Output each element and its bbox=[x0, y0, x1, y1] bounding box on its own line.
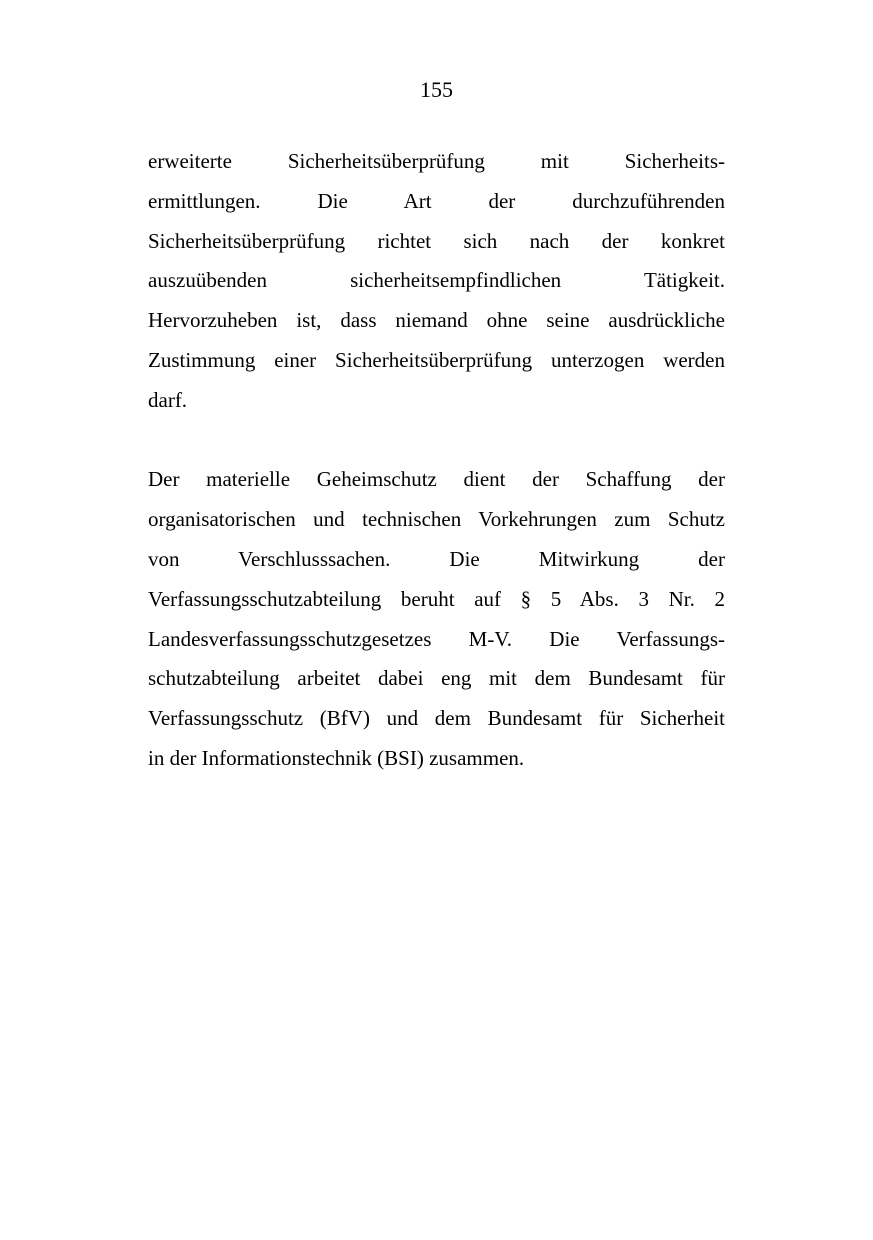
text-line: in der Informationstechnik (BSI) zusammen. bbox=[148, 745, 525, 770]
text-line: Verfassungsschutz (BfV) und dem Bundesamt für Sicherheit bbox=[148, 706, 725, 731]
text-line: Verfassungsschutzabteilung beruht auf § 5 Abs. 3 Nr. 2 bbox=[148, 586, 725, 611]
text-line: Hervorzuheben ist, dass niemand ohne seine ausdrückliche bbox=[148, 308, 725, 333]
text-line: erweiterte Sicherheitsüberprüfung mit Sicherheits- bbox=[148, 149, 725, 173]
text-line: Zustimmung einer Sicherheitsüberprüfung unterzogen werden bbox=[148, 347, 725, 372]
text-line: Landesverfassungsschutzgesetzes M-V. Die Verfassungs- bbox=[148, 626, 725, 651]
text-line: Der materielle Geheimschutz dient der Schaffung der bbox=[148, 467, 725, 492]
text-line: von Verschlusssachen. Die Mitwirkung der bbox=[148, 546, 725, 571]
page-number: 155 bbox=[420, 77, 453, 102]
text-line: organisatorischen und technischen Vorkehrungen zum Schutz bbox=[148, 507, 725, 532]
text-line: darf. bbox=[148, 387, 188, 412]
body-text bbox=[148, 142, 725, 779]
text-line: auszuübenden sicherheitsempfindlichen Tätigkeit. bbox=[148, 268, 725, 293]
text-line: ermittlungen. Die Art der durchzuführenden bbox=[148, 188, 725, 213]
paragraph-material-protection bbox=[148, 460, 725, 778]
paragraph-spacer bbox=[148, 421, 725, 461]
paragraph-security-clearance bbox=[148, 142, 725, 421]
text-line: Sicherheitsüberprüfung richtet sich nach der konkret bbox=[148, 228, 725, 253]
text-line: schutzabteilung arbeitet dabei eng mit dem Bundesamt für bbox=[148, 666, 725, 691]
